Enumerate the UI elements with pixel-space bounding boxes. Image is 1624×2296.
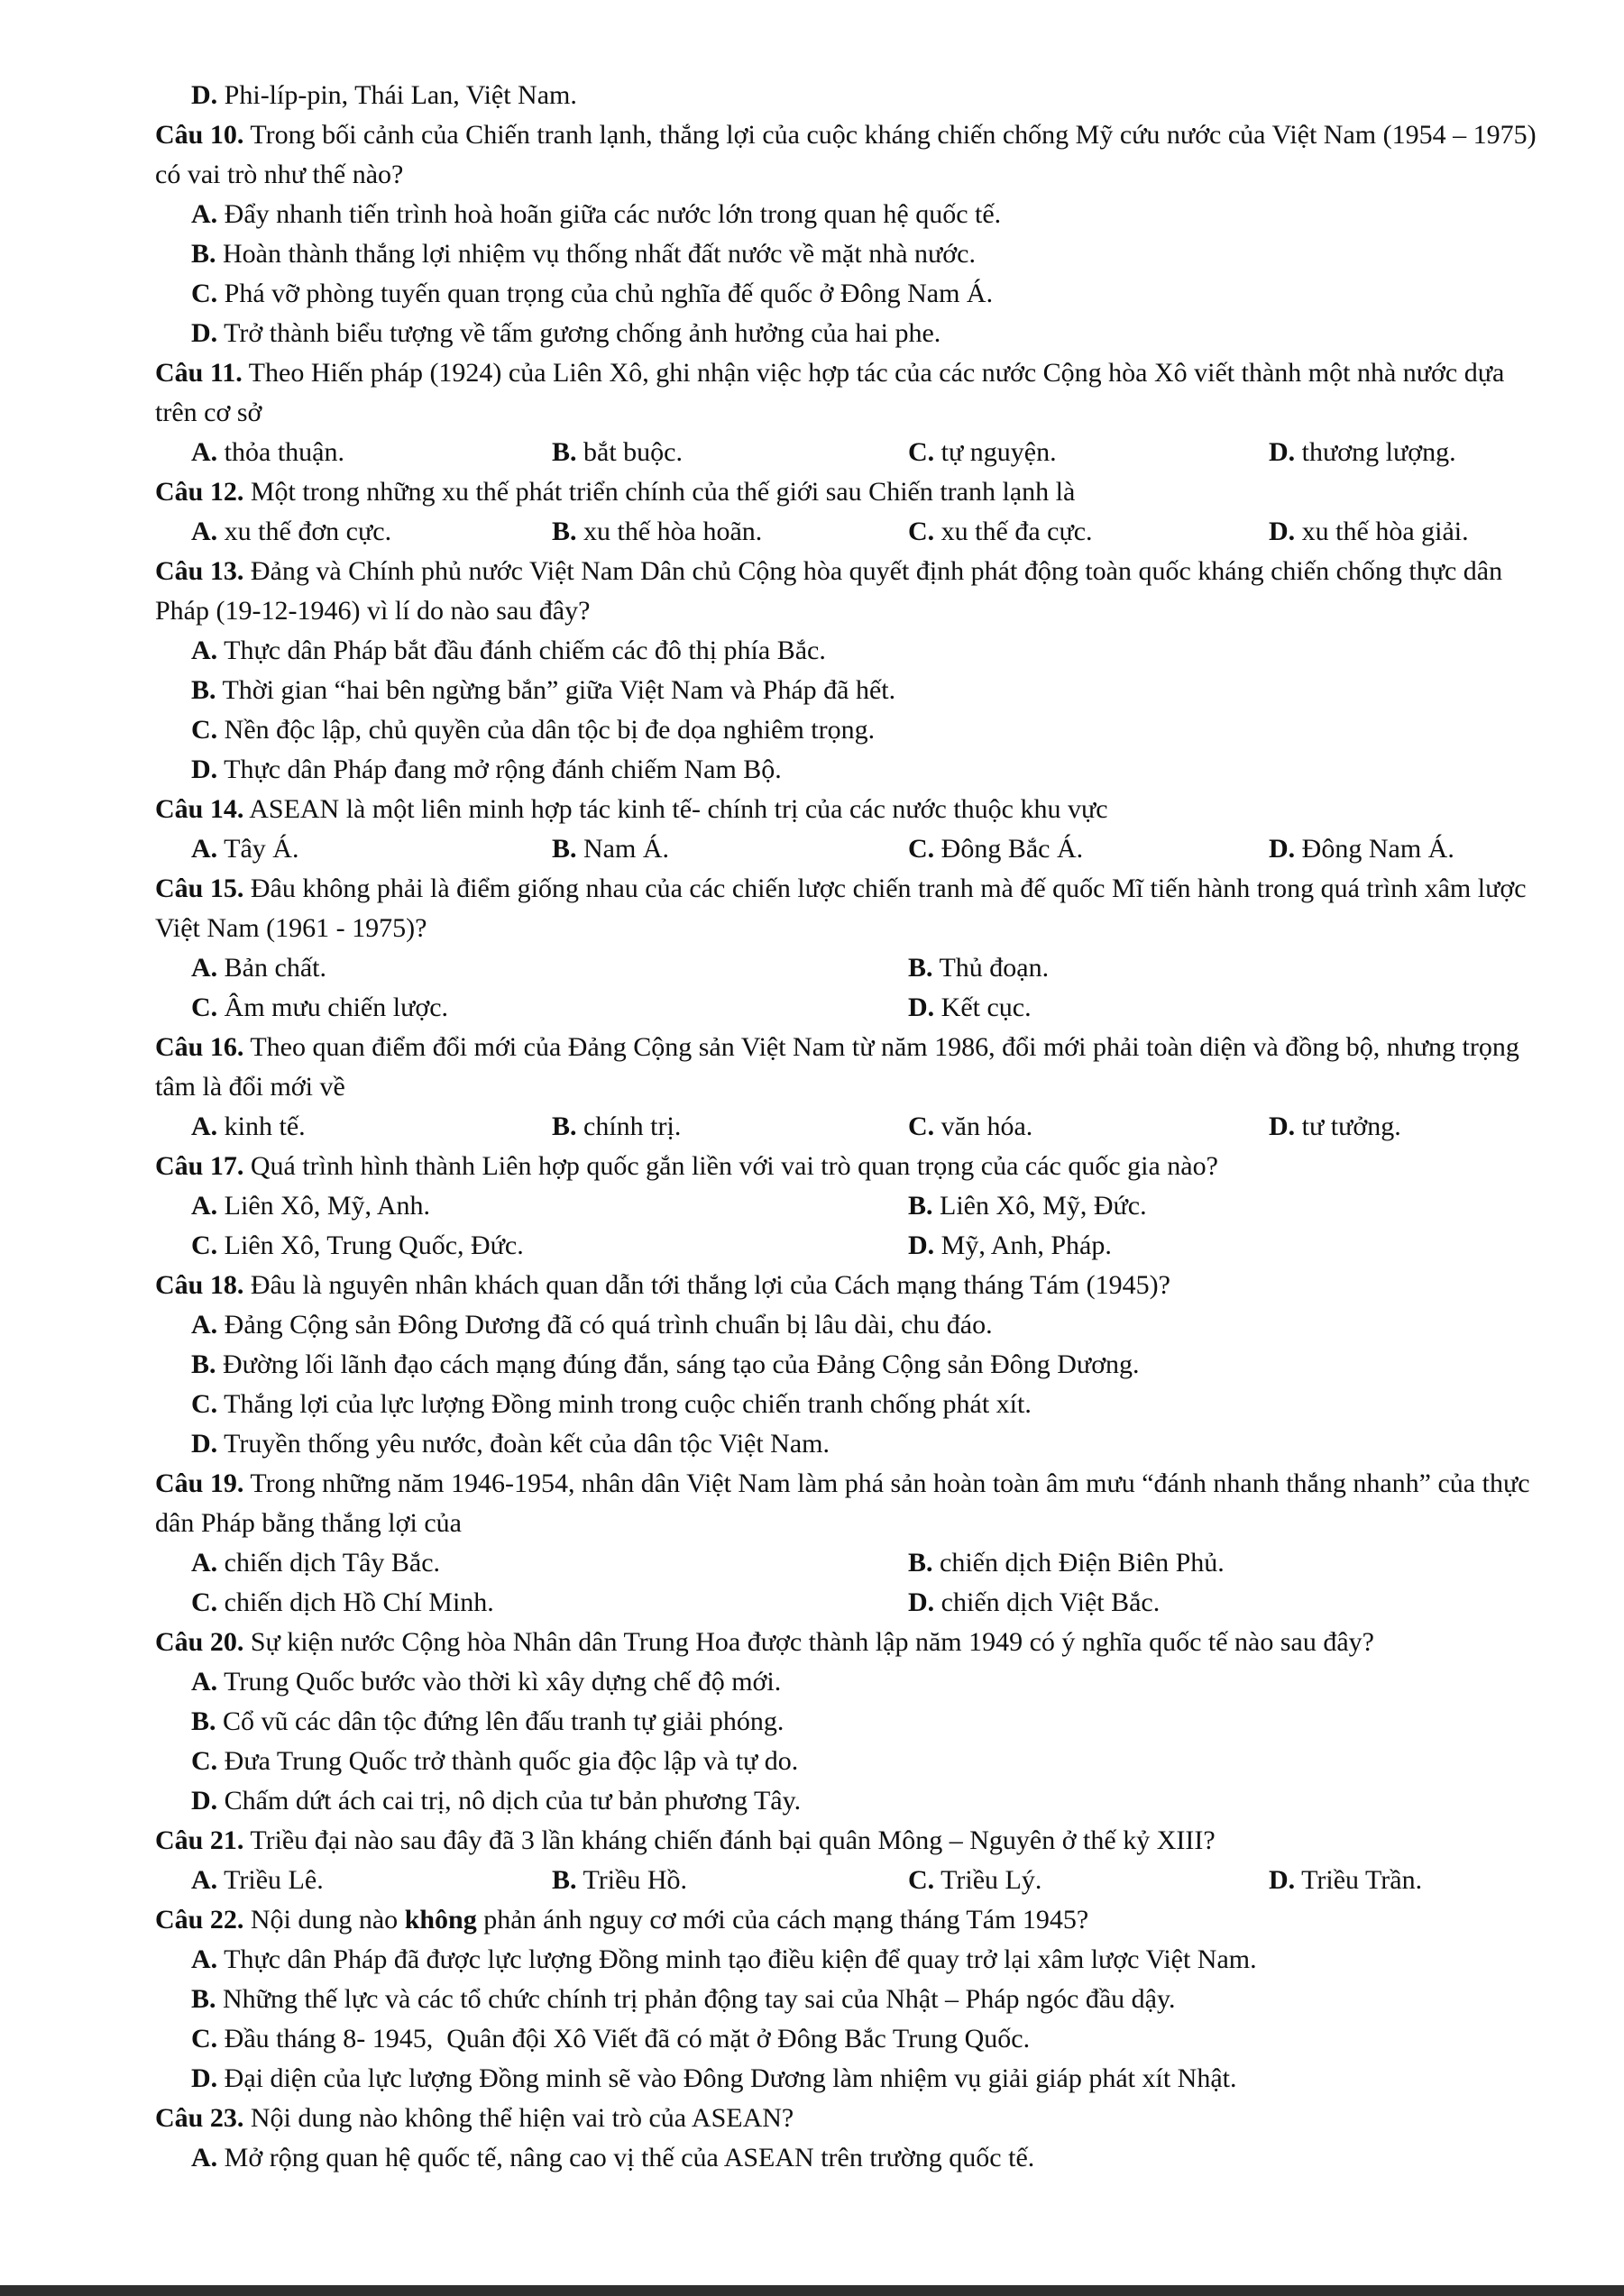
option-c: C. Đưa Trung Quốc trở thành quốc gia độc lập và tự do.: [191, 1746, 799, 1776]
previous-option: D. Phi-líp-pin, Thái Lan, Việt Nam.: [191, 80, 577, 110]
option-a: A. Triều Lê.: [191, 1865, 324, 1895]
option-a: A. Liên Xô, Mỹ, Anh.: [191, 1191, 430, 1221]
question-12: [155, 472, 1543, 552]
option-b: B. Triều Hồ.: [552, 1865, 688, 1895]
option-c: C. Đông Bắc Á.: [908, 834, 1084, 864]
option-a: A. kinh tế.: [191, 1111, 306, 1141]
option-d: D. tư tưởng.: [1269, 1111, 1401, 1141]
option-b: B. Hoàn thành thắng lợi nhiệm vụ thống nhất đất nước về mặt nhà nước.: [191, 239, 976, 269]
question-stem: Câu 20. Sự kiện nước Cộng hòa Nhân dân Trung Hoa được thành lập năm 1949 có ý nghĩa quốc tế nào sau đây?: [155, 1627, 1374, 1657]
options: [155, 1305, 1543, 1464]
option-a: A. Bản chất.: [191, 953, 326, 983]
question-10: [155, 115, 1543, 353]
option-c: C. Đầu tháng 8- 1945, Quân đội Xô Viết đã có mặt ở Đông Bắc Trung Quốc.: [191, 2024, 1031, 2054]
option-c: C. tự nguyện.: [908, 437, 1057, 467]
option-a: A. Mở rộng quan hệ quốc tế, nâng cao vị thế của ASEAN trên trường quốc tế.: [191, 2143, 1035, 2173]
option-d: D. Kết cục.: [908, 992, 1032, 1022]
option-a: A. chiến dịch Tây Bắc.: [191, 1548, 441, 1578]
question-stem: Câu 12. Một trong những xu thế phát triển chính của thế giới sau Chiến tranh lạnh là: [155, 477, 1076, 507]
question-stem: Câu 21. Triều đại nào sau đây đã 3 lần kháng chiến đánh bại quân Mông – Nguyên ở thế kỷ XIII?: [155, 1825, 1216, 1855]
question-18: [155, 1266, 1543, 1464]
question-stem: Câu 16. Theo quan điểm đổi mới của Đảng Cộng sản Việt Nam từ năm 1986, đổi mới phải toàn diện và đồng bộ, nhưng trọng tâm là đổi mới về: [155, 1032, 1519, 1102]
option-b: B. Những thế lực và các tổ chức chính trị phản động tay sai của Nhật – Pháp ngóc đầu dậy.: [191, 1984, 1176, 2014]
question-19: [155, 1464, 1543, 1623]
options: [191, 1543, 1543, 1623]
question-stem: Câu 13. Đảng và Chính phủ nước Việt Nam Dân chủ Cộng hòa quyết định phát động toàn quốc kháng chiến chống thực dân Pháp (19-12-1946) vì lí do nào sau đây?: [155, 556, 1503, 626]
option-d: D. Truyền thống yêu nước, đoàn kết của dân tộc Việt Nam.: [191, 1429, 830, 1459]
option-b: B. chính trị.: [552, 1111, 682, 1141]
option-d: D. Chấm dứt ách cai trị, nô dịch của tư bản phương Tây.: [191, 1786, 802, 1816]
option-d: D. Trở thành biểu tượng về tấm gương chống ảnh hưởng của hai phe.: [191, 318, 941, 348]
option-a: A. Đẩy nhanh tiến trình hoà hoãn giữa các nước lớn trong quan hệ quốc tế.: [191, 199, 1002, 229]
option-a: A. xu thế đơn cực.: [191, 517, 392, 546]
question-stem: Câu 14. ASEAN là một liên minh hợp tác kinh tế- chính trị của các nước thuộc khu vực: [155, 794, 1108, 824]
options: [191, 829, 1543, 869]
question-stem: Câu 22. Nội dung nào không phản ánh nguy cơ mới của cách mạng tháng Tám 1945?: [155, 1905, 1089, 1935]
question-stem: Câu 19. Trong những năm 1946-1954, nhân dân Việt Nam làm phá sản hoàn toàn âm mưu “đánh nhanh thắng nhanh” của thực dân Pháp bằng thắng lợi của: [155, 1468, 1530, 1538]
option-c: C. Nền độc lập, chủ quyền của dân tộc bị đe dọa nghiêm trọng.: [191, 715, 876, 745]
page-bottom-border: [0, 2285, 1624, 2296]
question-21: [155, 1821, 1543, 1900]
option-c: C. xu thế đa cực.: [908, 517, 1093, 546]
question-22: [155, 1900, 1543, 2099]
options: [191, 1107, 1543, 1147]
option-c: C. Âm mưu chiến lược.: [191, 992, 449, 1022]
option-d: D. Đông Nam Á.: [1269, 834, 1454, 864]
question-15: [155, 869, 1543, 1028]
option-d: D. Mỹ, Anh, Pháp.: [908, 1230, 1112, 1260]
options: [191, 512, 1543, 552]
options: [155, 2138, 1543, 2178]
options: [191, 948, 1543, 1028]
option-c: C. Thắng lợi của lực lượng Đồng minh trong cuộc chiến tranh chống phát xít.: [191, 1389, 1032, 1419]
question-23: [155, 2099, 1543, 2178]
option-c: C. Liên Xô, Trung Quốc, Đức.: [191, 1230, 524, 1260]
option-a: A. Đảng Cộng sản Đông Dương đã có quá trình chuẩn bị lâu dài, chu đáo.: [191, 1310, 993, 1340]
option-b: B. Cổ vũ các dân tộc đứng lên đấu tranh tự giải phóng.: [191, 1706, 784, 1736]
question-stem: Câu 17. Quá trình hình thành Liên hợp quốc gắn liền với vai trò quan trọng của các quốc gia nào?: [155, 1151, 1218, 1181]
option-a: A. thỏa thuận.: [191, 437, 344, 467]
option-d: D. thương lượng.: [1269, 437, 1456, 467]
option-c: C. Phá vỡ phòng tuyến quan trọng của chủ nghĩa đế quốc ở Đông Nam Á.: [191, 279, 994, 308]
option-a: A. Thực dân Pháp đã được lực lượng Đồng minh tạo điều kiện để quay trở lại xâm lược Việt Nam.: [191, 1944, 1257, 1974]
option-a: A. Trung Quốc bước vào thời kì xây dựng chế độ mới.: [191, 1667, 782, 1697]
option-c: C. văn hóa.: [908, 1111, 1033, 1141]
option-b: B. Thủ đoạn.: [908, 953, 1050, 983]
option-d: D. Thực dân Pháp đang mở rộng đánh chiếm Nam Bộ.: [191, 755, 782, 784]
emphasis-keyword: không: [404, 1905, 477, 1935]
option-d: D. xu thế hòa giải.: [1269, 517, 1469, 546]
options: [191, 433, 1543, 472]
question-stem: Câu 11. Theo Hiến pháp (1924) của Liên Xô, ghi nhận việc hợp tác của các nước Cộng hòa Xô viết thành một nhà nước dựa trên cơ sở: [155, 358, 1505, 427]
question-20: [155, 1623, 1543, 1821]
question-16: [155, 1028, 1543, 1147]
options: [155, 1940, 1543, 2099]
question-13: [155, 552, 1543, 790]
question-14: [155, 790, 1543, 869]
option-a: A. Thực dân Pháp bắt đầu đánh chiếm các đô thị phía Bắc.: [191, 636, 826, 665]
option-c: C. chiến dịch Hồ Chí Minh.: [191, 1587, 494, 1617]
options: [155, 631, 1543, 790]
option-d: D. chiến dịch Việt Bắc.: [908, 1587, 1161, 1617]
option-b: B. Thời gian “hai bên ngừng bắn” giữa Việt Nam và Pháp đã hết.: [191, 675, 896, 705]
options: [155, 1662, 1543, 1821]
question-11: [155, 353, 1543, 472]
options: [191, 1186, 1543, 1266]
option-b: B. Đường lối lãnh đạo cách mạng đúng đắn, sáng tạo của Đảng Cộng sản Đông Dương.: [191, 1349, 1140, 1379]
option-b: B. bắt buộc.: [552, 437, 683, 467]
options: [155, 195, 1543, 353]
options: [191, 1861, 1543, 1900]
question-stem: Câu 10. Trong bối cảnh của Chiến tranh lạnh, thắng lợi của cuộc kháng chiến chống Mỹ cứu nước của Việt Nam (1954 – 1975) có vai trò như thế nào?: [155, 120, 1537, 189]
option-d: D. Đại diện của lực lượng Đồng minh sẽ vào Đông Dương làm nhiệm vụ giải giáp phát xít Nhật.: [191, 2063, 1237, 2093]
option-b: B. Nam Á.: [552, 834, 669, 864]
question-17: [155, 1147, 1543, 1266]
option-c: C. Triều Lý.: [908, 1865, 1042, 1895]
question-stem: Câu 15. Đâu không phải là điểm giống nhau của các chiến lược chiến tranh mà đế quốc Mĩ tiến hành trong quá trình xâm lược Việt Nam (1961 - 1975)?: [155, 874, 1527, 943]
option-b: B. chiến dịch Điện Biên Phủ.: [908, 1548, 1225, 1578]
question-stem: Câu 18. Đâu là nguyên nhân khách quan dẫn tới thắng lợi của Cách mạng tháng Tám (1945)?: [155, 1270, 1170, 1300]
question-stem: Câu 23. Nội dung nào không thể hiện vai trò của ASEAN?: [155, 2103, 794, 2133]
option-d: D. Triều Trần.: [1269, 1865, 1423, 1895]
option-b: B. Liên Xô, Mỹ, Đức.: [908, 1191, 1147, 1221]
option-a: A. Tây Á.: [191, 834, 299, 864]
option-b: B. xu thế hòa hoãn.: [552, 517, 763, 546]
